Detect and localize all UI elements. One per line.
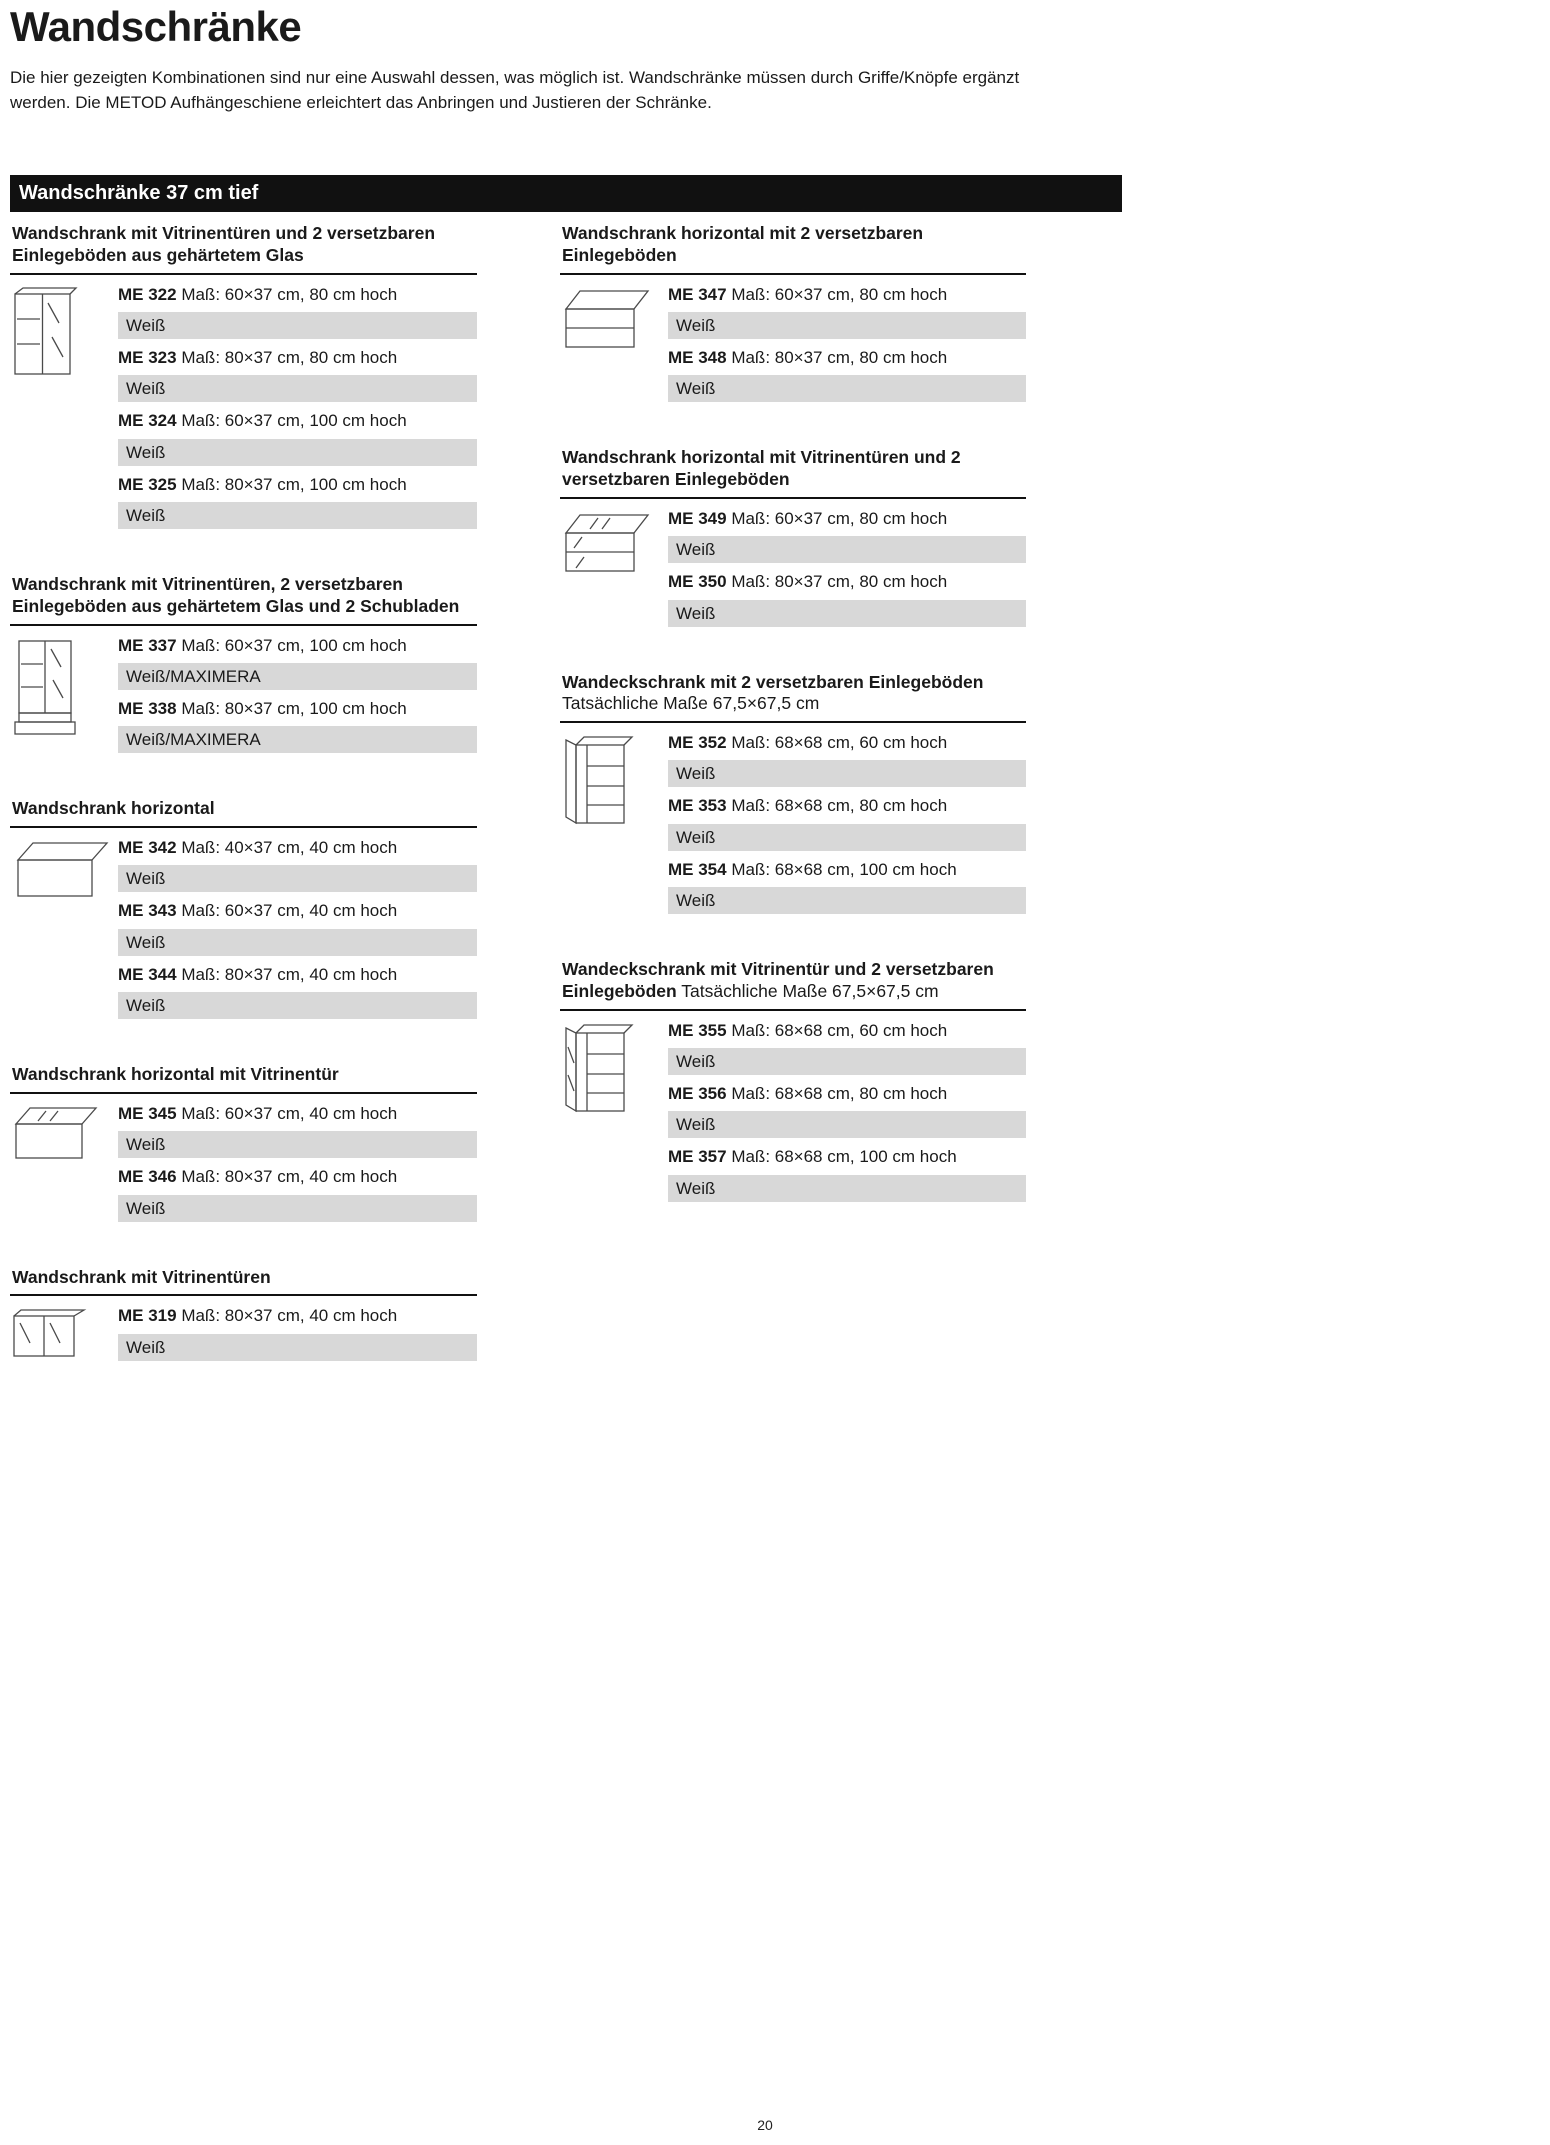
wall-cabinet-horizontal-glass-icon [10,1100,118,1231]
product-label [118,475,477,495]
product-dimensions: Maß: 60×37 cm, 40 cm hoch [176,1103,398,1123]
section-heading [10,796,477,828]
section-heading-text: Wandschrank mit Vitrinentüren, 2 versetzbaren Einlegeböden aus gehärtetem Glas und 2 Schubladen [12,574,460,616]
finish-option: Weiß [668,824,1026,851]
finish-option: Weiß [118,929,477,956]
product-dimensions: Maß: 40×37 cm, 40 cm hoch [176,838,398,858]
product-code: ME 350 [668,572,727,592]
product-item [668,796,1026,850]
corner-wall-cabinet-icon [560,729,668,923]
finish-option: Weiß [118,439,477,466]
product-code: ME 322 [118,284,177,304]
product-label [118,411,477,431]
product-code: ME 342 [118,838,177,858]
product-item [668,348,1026,402]
product-label [118,1306,477,1326]
finish-option: Weiß [118,375,477,402]
product-dimensions: Maß: 60×37 cm, 100 cm hoch [176,635,407,655]
product-code: ME 353 [668,796,727,816]
finish-option: Weiß [118,1131,477,1158]
product-code: ME 349 [668,508,727,528]
section-heading [560,957,1026,1010]
product-dimensions: Maß: 68×68 cm, 60 cm hoch [726,1020,948,1040]
product-item [668,285,1026,339]
finish-option: Weiß [668,600,1026,627]
product-section [10,221,477,538]
section-heading-text: Wandschrank horizontal mit Vitrinentür [12,1064,339,1085]
finish-option: Weiß [118,865,477,892]
wall-cabinet-glass-doors-drawers-icon [10,632,118,763]
finish-option: Weiß [118,1334,477,1361]
product-section [10,572,477,762]
product-item [118,901,477,955]
product-label [668,860,1026,880]
corner-wall-cabinet-glass-icon [560,1017,668,1211]
section-heading-text: Wandschrank horizontal mit 2 versetzbaren Einlegeböden [562,223,924,265]
product-label [668,348,1026,368]
section-heading-note: Tatsächliche Maße 67,5×67,5 cm [562,693,820,714]
page-title: Wandschränke [10,3,302,50]
product-item [668,509,1026,563]
product-code: ME 325 [118,474,177,494]
product-dimensions: Maß: 80×37 cm, 40 cm hoch [176,964,398,984]
product-item [118,348,477,402]
product-code: ME 338 [118,698,177,718]
product-label [118,285,477,305]
product-label [668,509,1026,529]
product-item [118,1306,477,1360]
product-dimensions: Maß: 68×68 cm, 60 cm hoch [726,732,948,752]
product-code: ME 357 [668,1147,727,1167]
product-dimensions: Maß: 68×68 cm, 100 cm hoch [726,1147,957,1167]
product-code: ME 347 [668,284,727,304]
product-label [118,901,477,921]
finish-option: Weiß/MAXIMERA [118,663,477,690]
section-heading [10,1265,477,1297]
finish-option: Weiß [668,1111,1026,1138]
product-item [118,475,477,529]
finish-option: Weiß [668,760,1026,787]
product-dimensions: Maß: 80×37 cm, 100 cm hoch [176,698,407,718]
section-heading-text: Wandschrank horizontal [12,798,215,819]
product-section [560,957,1026,1211]
wall-cabinet-glass-doors-icon [10,281,118,539]
product-item [668,1021,1026,1075]
product-code: ME 346 [118,1167,177,1187]
product-code: ME 352 [668,732,727,752]
section-heading-text: Wandschrank mit Vitrinentüren [12,1266,271,1287]
product-item [118,411,477,465]
finish-option: Weiß [118,312,477,339]
product-label [668,1084,1026,1104]
product-label [668,1021,1026,1041]
finish-option: Weiß [118,502,477,529]
section-heading-text: Wandschrank horizontal mit Vitrinentüren und 2 versetzbaren Einlegeböden [562,447,961,490]
product-dimensions: Maß: 80×37 cm, 80 cm hoch [726,572,948,592]
finish-option: Weiß [668,536,1026,563]
product-item [118,838,477,892]
section-heading [560,670,1026,723]
product-code: ME 337 [118,635,177,655]
product-dimensions: Maß: 80×37 cm, 40 cm hoch [176,1306,398,1326]
product-item [118,1167,477,1221]
product-code: ME 344 [118,964,177,984]
intro-text: Die hier gezeigten Kombinationen sind nur eine Auswahl dessen, was möglich ist. Wandschränke müssen durch Griffe/Knöpfe ergänzt werden. Die METOD Aufhängeschiene erleichtert das Anbringen und Justieren der Schränke. [10,68,1020,112]
product-dimensions: Maß: 80×37 cm, 100 cm hoch [176,474,407,494]
product-dimensions: Maß: 80×37 cm, 40 cm hoch [176,1167,398,1187]
section-heading [10,1062,477,1094]
product-label [668,1147,1026,1167]
finish-option: Weiß [668,375,1026,402]
product-label [668,796,1026,816]
product-dimensions: Maß: 60×37 cm, 80 cm hoch [176,284,398,304]
product-label [668,572,1026,592]
section-heading-text: Wandschrank mit Vitrinentüren und 2 versetzbaren Einlegeböden aus gehärtetem Glas [12,223,436,265]
product-label [118,699,477,719]
page-number: 20 [757,2117,773,2133]
product-dimensions: Maß: 60×37 cm, 40 cm hoch [176,901,398,921]
product-section [10,1265,477,1370]
product-code: ME 343 [118,901,177,921]
product-item [118,699,477,753]
finish-option: Weiß [668,887,1026,914]
finish-option: Weiß [668,1175,1026,1202]
product-label [118,1167,477,1187]
product-dimensions: Maß: 68×68 cm, 80 cm hoch [726,1083,948,1103]
product-code: ME 356 [668,1083,727,1103]
section-heading-text: Wandeckschrank mit 2 versetzbaren Einlegeböden [562,671,984,692]
product-label [668,733,1026,753]
product-section [560,670,1026,924]
product-code: ME 355 [668,1020,727,1040]
product-section [10,1062,477,1230]
section-heading-text: Wandeckschrank mit Vitrinentür und 2 versetzbaren Einlegeböden [562,959,994,1001]
product-item [118,285,477,339]
wall-cabinet-horizontal-glass-shelves-icon [560,505,668,636]
product-dimensions: Maß: 80×37 cm, 80 cm hoch [176,348,398,368]
finish-option: Weiß [118,1195,477,1222]
wall-cabinet-horizontal-shelves-icon [560,281,668,412]
product-label [668,285,1026,305]
column-left [10,221,477,1404]
product-columns [10,221,1026,1404]
section-banner: Wandschränke 37 cm tief [10,175,1122,212]
product-label [118,348,477,368]
product-item [668,1147,1026,1201]
product-label [118,838,477,858]
product-code: ME 324 [118,411,177,431]
product-item [118,965,477,1019]
section-heading [10,221,477,274]
product-item [118,636,477,690]
product-section [560,445,1026,635]
product-item [668,733,1026,787]
product-item [668,860,1026,914]
product-dimensions: Maß: 60×37 cm, 80 cm hoch [726,508,948,528]
product-section [10,796,477,1028]
product-code: ME 354 [668,859,727,879]
product-dimensions: Maß: 68×68 cm, 80 cm hoch [726,796,948,816]
section-heading [560,445,1026,498]
section-heading-note: Tatsächliche Maße 67,5×67,5 cm [676,980,939,1001]
finish-option: Weiß [668,1048,1026,1075]
product-dimensions: Maß: 68×68 cm, 100 cm hoch [726,859,957,879]
wall-cabinet-horizontal-icon [10,834,118,1028]
section-heading [560,221,1026,274]
product-code: ME 345 [118,1103,177,1123]
product-label [118,965,477,985]
product-code: ME 348 [668,348,727,368]
product-dimensions: Maß: 80×37 cm, 80 cm hoch [726,348,948,368]
wall-cabinet-glass-doors-wide-icon [10,1302,118,1369]
section-heading [10,572,477,625]
product-code: ME 323 [118,348,177,368]
product-item [118,1104,477,1158]
finish-option: Weiß/MAXIMERA [118,726,477,753]
product-section [560,221,1026,411]
product-dimensions: Maß: 60×37 cm, 100 cm hoch [176,411,407,431]
product-dimensions: Maß: 60×37 cm, 80 cm hoch [726,284,948,304]
product-label [118,1104,477,1124]
product-label [118,636,477,656]
product-item [668,1084,1026,1138]
finish-option: Weiß [668,312,1026,339]
product-item [668,572,1026,626]
finish-option: Weiß [118,992,477,1019]
product-code: ME 319 [118,1306,177,1326]
column-right [560,221,1026,1404]
